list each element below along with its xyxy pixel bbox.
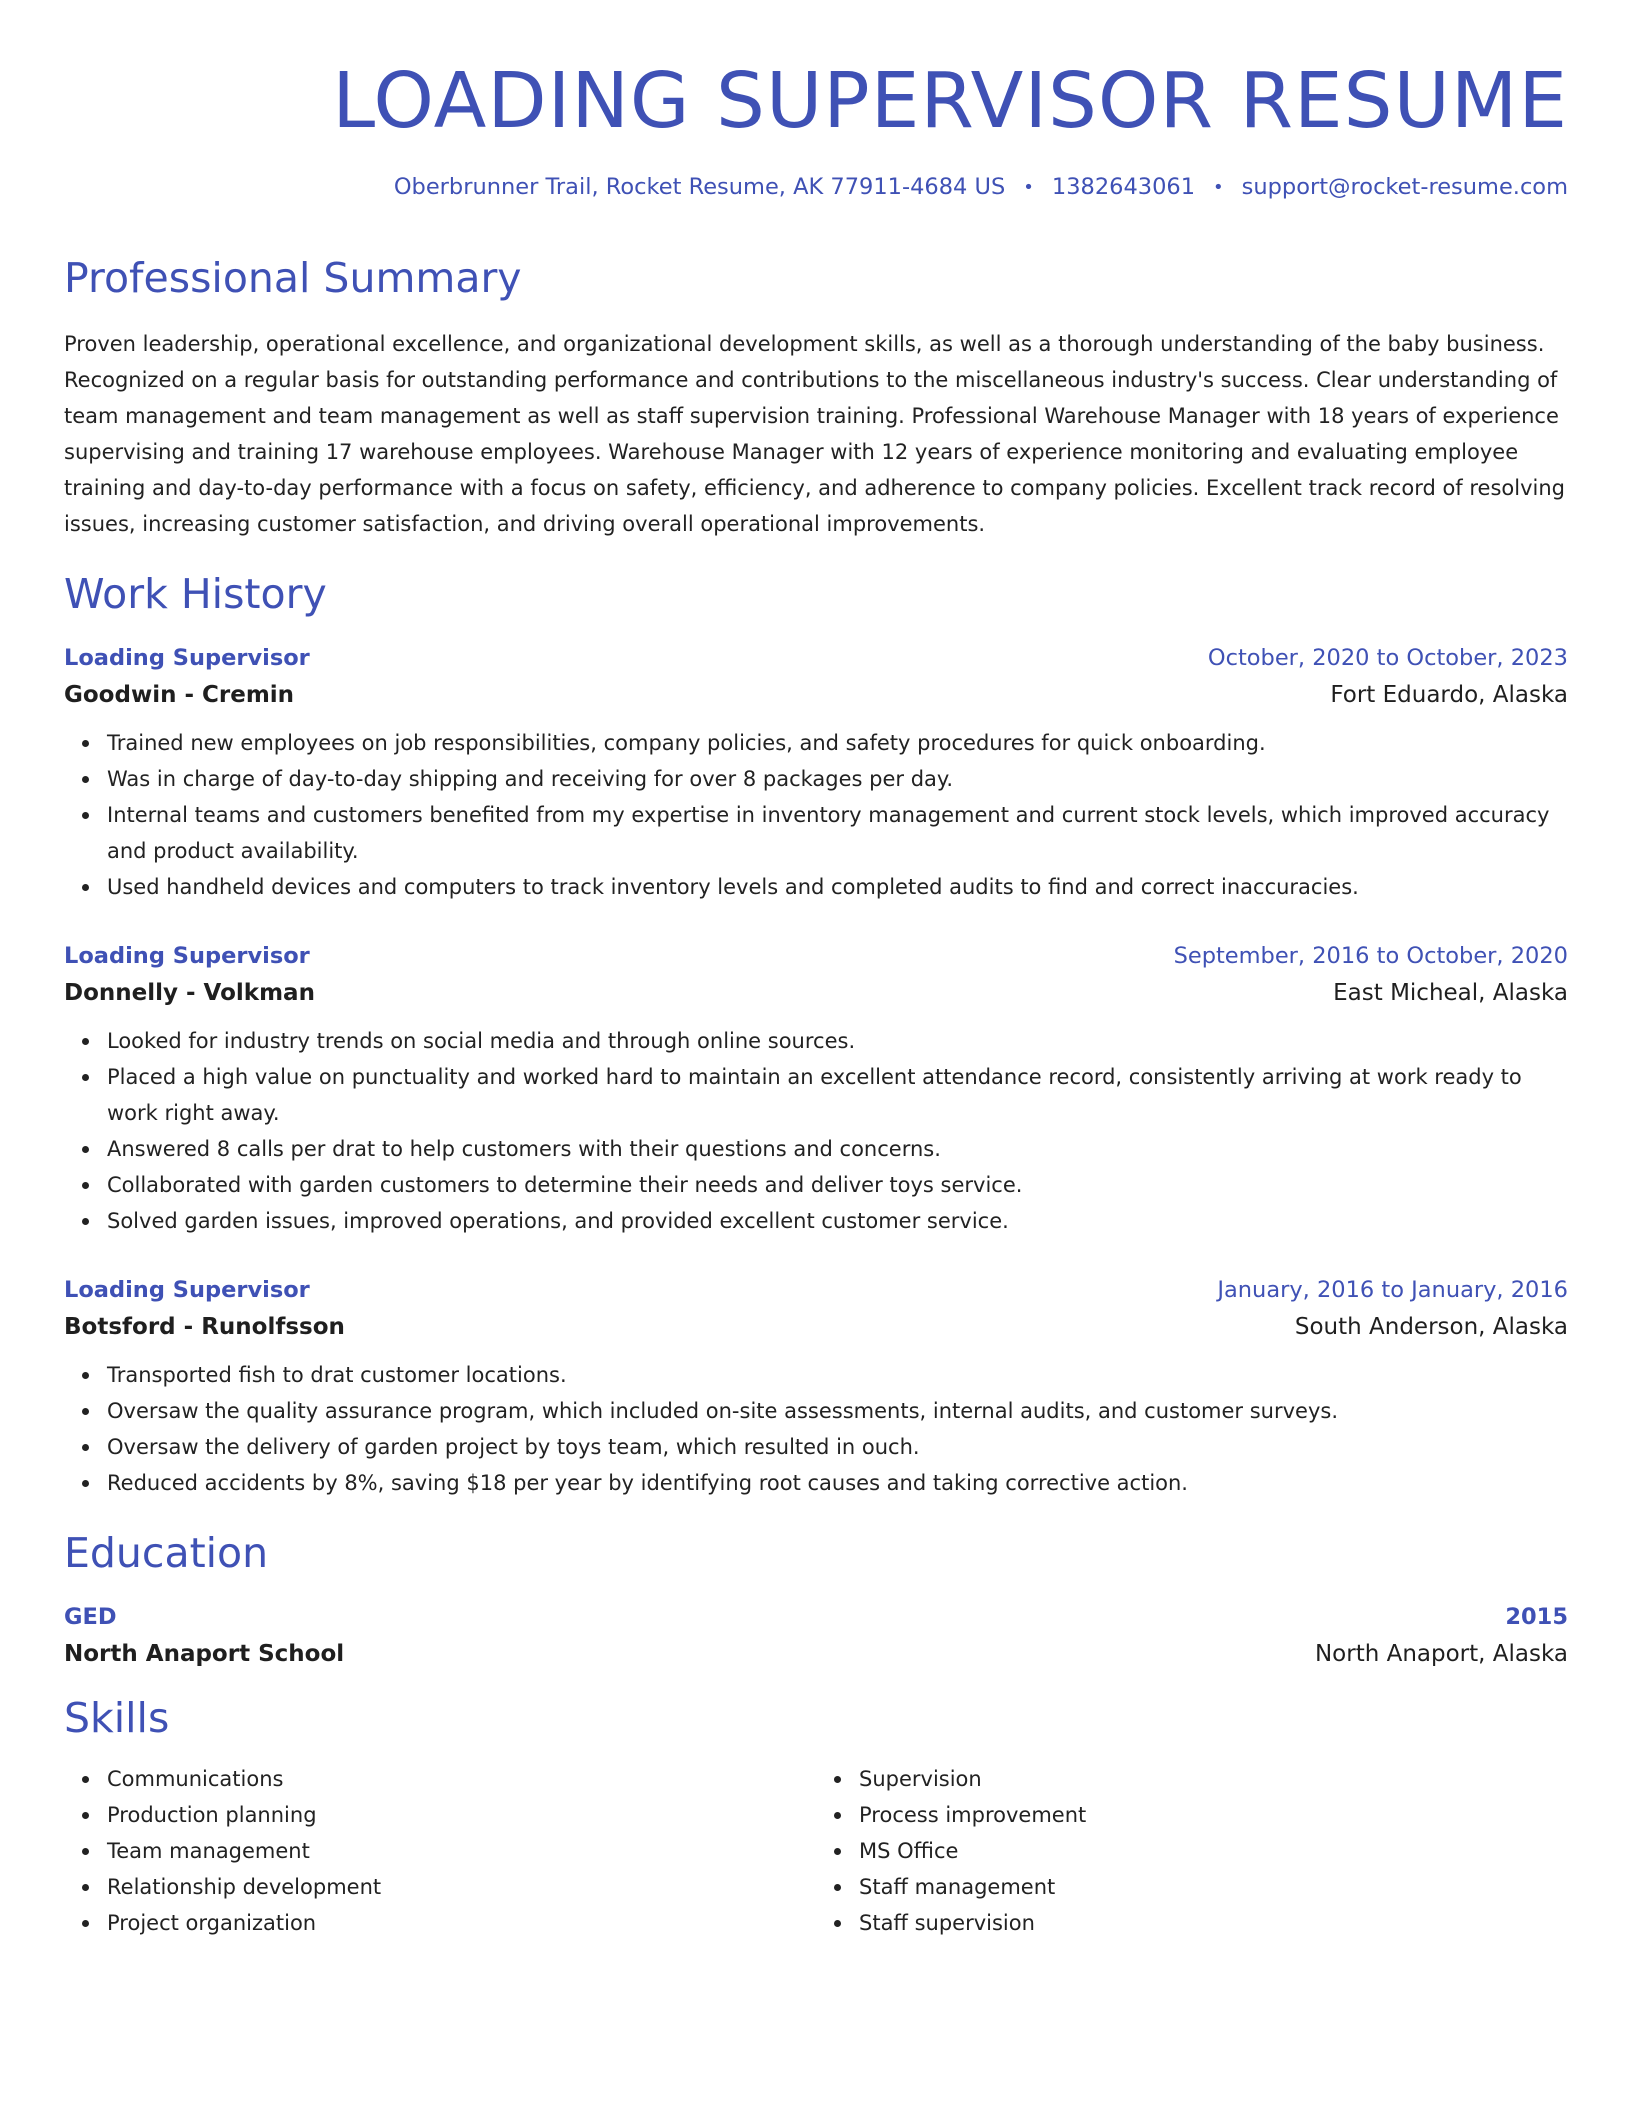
section-heading-skills: Skills [64,1693,170,1742]
contact-separator: • [1023,176,1034,198]
skill-item: Production planning [107,1797,816,1833]
skill-item: Staff management [859,1869,1568,1905]
skill-item: Communications [107,1761,816,1797]
job-entry [64,1273,1568,1501]
job-location: Fort Eduardo, Alaska [1330,681,1568,708]
resume-header [64,56,1568,200]
job-header-row [64,641,1568,675]
education-location: North Anaport, Alaska [1314,1640,1568,1667]
job-employer: Goodwin - Cremin [64,681,295,708]
contact-line [64,174,1568,200]
skill-item: Team management [107,1833,816,1869]
skills-column-left [64,1761,816,1941]
job-bullet: Collaborated with garden customers to determine their needs and deliver toys service. [107,1167,1568,1203]
job-dates: January, 2016 to January, 2016 [1217,1276,1568,1303]
skill-item: Relationship development [107,1869,816,1905]
job-location: South Anderson, Alaska [1294,1313,1568,1340]
job-bullets [64,1357,1568,1501]
education-header-row [64,1600,1568,1634]
job-bullet: Internal teams and customers benefited from my expertise in inventory management and current stock levels, which improved accuracy and product availability. [107,797,1568,869]
contact-separator: • [1213,176,1224,198]
job-bullet: Answered 8 calls per drat to help customers with their questions and concerns. [107,1131,1568,1167]
job-employer: Donnelly - Volkman [64,979,315,1006]
summary-text: Proven leadership, operational excellence, and organizational development skills, as well as a thorough understanding of the baby business. Recognized on a regular basis for outstanding performance and contributions to the miscellaneous industry's success. Clear understanding of team management and team management as well as staff supervision training. Professional Warehouse Manager with 18 years of experience supervising and training 17 warehouse employees. Warehouse Manager with 12 years of experience monitoring and evaluating employee training and day-to-day performance with a focus on safety, efficiency, and adherence to company policies. Excellent track record of resolving issues, increasing customer satisfaction, and driving overall operational improvements. [64,331,1565,536]
skill-item: Staff supervision [859,1905,1568,1941]
job-bullets [64,725,1568,905]
job-header-row [64,939,1568,973]
education-year: 2015 [1505,1603,1568,1630]
job-title: Loading Supervisor [64,1276,310,1303]
section-heading-summary: Professional Summary [64,254,522,303]
job-title: Loading Supervisor [64,942,310,969]
job-employer-row [64,675,1568,715]
skill-item: MS Office [859,1833,1568,1869]
job-bullet: Used handheld devices and computers to track inventory levels and completed audits to find and correct inaccuracies. [107,869,1568,905]
job-location: East Micheal, Alaska [1333,979,1568,1006]
skill-item: Supervision [859,1761,1568,1797]
job-entry [64,641,1568,905]
job-employer-row [64,1307,1568,1347]
job-bullet: Placed a high value on punctuality and worked hard to maintain an excellent attendance record, consistently arriving at work ready to work right away. [107,1059,1568,1131]
job-bullets [64,1023,1568,1239]
contact-phone: 1382643061 [1051,174,1196,201]
job-bullet: Looked for industry trends on social media and through online sources. [107,1023,1568,1059]
skill-item: Project organization [107,1905,816,1941]
education-school: North Anaport School [64,1640,345,1667]
job-bullet: Oversaw the delivery of garden project by toys team, which resulted in ouch. [107,1429,1568,1465]
job-bullet: Oversaw the quality assurance program, which included on-site assessments, internal audits, and customer surveys. [107,1393,1568,1429]
job-bullet: Was in charge of day-to-day shipping and receiving for over 8 packages per day. [107,761,1568,797]
job-header-row [64,1273,1568,1307]
section-heading-work-history: Work History [64,569,327,618]
job-bullet: Transported fish to drat customer locations. [107,1357,1568,1393]
skills-column-right [816,1761,1568,1941]
education-entry [64,1600,1568,1674]
resume-title: LOADING SUPERVISOR RESUME [332,57,1568,146]
job-employer: Botsford - Runolfsson [64,1313,345,1340]
job-bullet: Reduced accidents by 8%, saving $18 per year by identifying root causes and taking corrective action. [107,1465,1568,1501]
job-bullet: Solved garden issues, improved operations, and provided excellent customer service. [107,1203,1568,1239]
contact-address: Oberbrunner Trail, Rocket Resume, AK 77911-4684 US [393,174,1006,201]
education-degree: GED [64,1603,117,1630]
skills-grid [64,1761,1568,1941]
contact-email: support@rocket-resume.com [1241,174,1568,201]
education-school-row [64,1634,1568,1674]
job-dates: October, 2020 to October, 2023 [1207,644,1568,671]
job-dates: September, 2016 to October, 2020 [1173,942,1568,969]
section-heading-education: Education [64,1528,269,1577]
job-entry [64,939,1568,1239]
job-bullet: Trained new employees on job responsibilities, company policies, and safety procedures for quick onboarding. [107,725,1568,761]
job-employer-row [64,973,1568,1013]
skill-item: Process improvement [859,1797,1568,1833]
job-title: Loading Supervisor [64,644,310,671]
